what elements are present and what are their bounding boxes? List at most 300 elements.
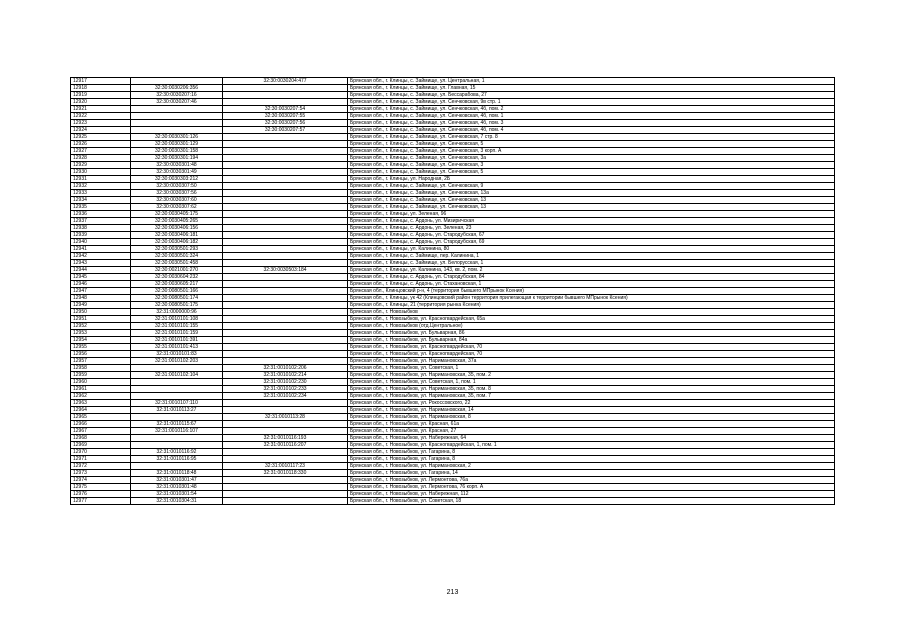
row-number-cell: 12923: [71, 120, 131, 127]
address-cell: Брянская обл., г. Новозыбков, ул. Наримановская, 37а: [348, 358, 835, 365]
cadastral-number-cell: 32:30:0030307:60: [131, 197, 223, 204]
premises-number-cell: [223, 477, 348, 484]
row-number-cell: 12966: [71, 421, 131, 428]
table-row: [71, 477, 835, 484]
cadastral-number-cell: 32:31:0010116:92: [131, 449, 223, 456]
page-number: 213: [446, 589, 459, 596]
address-cell: Брянская обл., г. Клинцы, ул. Калинина, 80: [348, 246, 835, 253]
premises-number-cell: [223, 449, 348, 456]
address-cell: Брянская обл., г. Новозыбков, ул. Красная, 27: [348, 428, 835, 435]
row-number-cell: 12960: [71, 379, 131, 386]
row-number-cell: 12951: [71, 316, 131, 323]
table-row: [71, 386, 835, 393]
address-cell: Брянская обл., г. Новозыбков, ул. Наримановская, 35, пом. 2: [348, 372, 835, 379]
address-cell: Брянская обл., г. Клинцы, с. Займище, ул. Сенчковская, 7 стр. 8: [348, 134, 835, 141]
table-row: [71, 246, 835, 253]
premises-number-cell: [223, 400, 348, 407]
table-row: [71, 428, 835, 435]
premises-number-cell: [223, 92, 348, 99]
table-row: [71, 302, 835, 309]
premises-number-cell: [223, 288, 348, 295]
premises-number-cell: [223, 204, 348, 211]
cadastral-number-cell: 32:31:0010304:31: [131, 498, 223, 505]
address-cell: Брянская обл., г. Новозыбков, ул. Наримановская, 2: [348, 463, 835, 470]
table-row: [71, 85, 835, 92]
premises-number-cell: 32:31:0010102:233: [223, 386, 348, 393]
address-cell: Брянская обл., г. Клинцы, с. Ардонь, ул. Зеленая, 23: [348, 225, 835, 232]
table-row: [71, 309, 835, 316]
address-cell: Брянская обл., г. Клинцы, с. Займище, пер. Калинина, 1: [348, 253, 835, 260]
cadastral-number-cell: 32:31:0010301:54: [131, 491, 223, 498]
cadastral-number-cell: [131, 78, 223, 85]
cadastral-number-cell: 32:31:0000000:96: [131, 309, 223, 316]
premises-number-cell: 32:31:0010116:193: [223, 435, 348, 442]
table-row: [71, 232, 835, 239]
row-number-cell: 12959: [71, 372, 131, 379]
cadastral-number-cell: 32:30:0030307:56: [131, 190, 223, 197]
row-number-cell: 12938: [71, 225, 131, 232]
address-cell: Брянская обл., г. Клинцы, 21 (территория рынка Ксения): [348, 302, 835, 309]
address-cell: Брянская обл., г. Клинцы, с. Займище, ул. Сенчковская, 13: [348, 204, 835, 211]
cadastral-number-cell: 32:30:0030207:46: [131, 99, 223, 106]
cadastral-number-cell: 32:30:0030501:293: [131, 246, 223, 253]
cadastral-number-cell: 32:31:0010113:27: [131, 407, 223, 414]
premises-number-cell: [223, 421, 348, 428]
cadastral-number-cell: 32:30:0030405:175: [131, 211, 223, 218]
address-cell: Брянская обл., Клинцовский р-н, 4 (территория бывшего МПрынок Ксения): [348, 288, 835, 295]
row-number-cell: 12965: [71, 414, 131, 421]
table-row: [71, 407, 835, 414]
table-row: [71, 484, 835, 491]
premises-number-cell: [223, 498, 348, 505]
address-cell: Брянская обл., г. Клинцы, с. Займище, ул. Сенчковская, 5: [348, 141, 835, 148]
row-number-cell: 12955: [71, 344, 131, 351]
cadastral-number-cell: [131, 463, 223, 470]
table-row: [71, 239, 835, 246]
address-cell: Брянская обл., г. Клинцы, с. Займище, ул. Сенчковская, 3а: [348, 155, 835, 162]
row-number-cell: 12918: [71, 85, 131, 92]
row-number-cell: 12936: [71, 211, 131, 218]
address-cell: Брянская обл., г. Клинцы, с. Займище, ул. Сенчковская, 4б, пом. 4: [348, 127, 835, 134]
premises-number-cell: [223, 295, 348, 302]
address-cell: Брянская обл., г. Новозыбков: [348, 309, 835, 316]
premises-number-cell: [223, 491, 348, 498]
premises-number-cell: [223, 281, 348, 288]
row-number-cell: 12945: [71, 274, 131, 281]
row-number-cell: 12964: [71, 407, 131, 414]
cadastral-number-cell: 32:30:0030501:324: [131, 253, 223, 260]
table-row: [71, 148, 835, 155]
row-number-cell: 12975: [71, 484, 131, 491]
cadastral-number-cell: [131, 365, 223, 372]
row-number-cell: 12922: [71, 113, 131, 120]
address-cell: Брянская обл., г. Новозыбков, ул. Наримановская, 35, пом. 7: [348, 393, 835, 400]
premises-number-cell: 32:30:0030207:56: [223, 120, 348, 127]
premises-number-cell: 32:31:0010102:230: [223, 379, 348, 386]
address-cell: Брянская обл., г. Новозыбков, ул. Бульварная, 84а: [348, 337, 835, 344]
premises-number-cell: [223, 337, 348, 344]
table-row: [71, 449, 835, 456]
cadastral-number-cell: [131, 386, 223, 393]
premises-number-cell: [223, 232, 348, 239]
address-cell: Брянская обл., г. Клинцы, с. Займище, ул. Бессарабова, 27: [348, 92, 835, 99]
cadastral-number-cell: 32:31:0010101:159: [131, 330, 223, 337]
premises-number-cell: [223, 176, 348, 183]
row-number-cell: 12977: [71, 498, 131, 505]
table-row: [71, 400, 835, 407]
address-cell: Брянская обл., г. Клинцы, с. Ардонь, ул. Стародубская, 84: [348, 274, 835, 281]
row-number-cell: 12968: [71, 435, 131, 442]
address-cell: Брянская обл., г. Клинцы, с. Ардонь, ул. Мизиричская: [348, 218, 835, 225]
premises-number-cell: [223, 484, 348, 491]
table-row: [71, 197, 835, 204]
cadastral-number-cell: 32:30:0030301:49: [131, 169, 223, 176]
premises-number-cell: 32:31:0010118:330: [223, 470, 348, 477]
row-number-cell: 12939: [71, 232, 131, 239]
premises-number-cell: [223, 253, 348, 260]
address-cell: Брянская обл., г. Новозыбков, ул. Красногвардейская, 65а: [348, 316, 835, 323]
row-number-cell: 12956: [71, 351, 131, 358]
premises-number-cell: [223, 428, 348, 435]
premises-number-cell: 32:30:0030503:184: [223, 267, 348, 274]
row-number-cell: 12954: [71, 337, 131, 344]
row-number-cell: 12961: [71, 386, 131, 393]
address-cell: Брянская обл., г. Новозыбков, ул. Лермонтова, 76 корп. А: [348, 484, 835, 491]
premises-number-cell: [223, 155, 348, 162]
address-cell: Брянская обл., г. Новозыбков, ул. Красногвардейская, 1, пом. 1: [348, 442, 835, 449]
table-row: [71, 211, 835, 218]
row-number-cell: 12920: [71, 99, 131, 106]
premises-number-cell: [223, 239, 348, 246]
address-cell: Брянская обл., г. Клинцы, с. Займище, ул. Белорусская, 1: [348, 260, 835, 267]
row-number-cell: 12969: [71, 442, 131, 449]
table-row: [71, 78, 835, 85]
address-cell: Брянская обл., г. Клинцы, с. Займище, ул. Сенчковская, 3: [348, 162, 835, 169]
address-cell: Брянская обл., г. Клинцы, ул. Народная, 2Б: [348, 176, 835, 183]
cadastral-number-cell: 32:31:0010101:413: [131, 344, 223, 351]
cadastral-number-cell: 32:30:0030406:156: [131, 225, 223, 232]
row-number-cell: 12976: [71, 491, 131, 498]
address-cell: Брянская обл., г. Новозыбков, ул. Советская, 1: [348, 365, 835, 372]
cadastral-number-cell: 32:31:0010101:155: [131, 323, 223, 330]
row-number-cell: 12947: [71, 288, 131, 295]
row-number-cell: 12958: [71, 365, 131, 372]
cadastral-number-cell: [131, 393, 223, 400]
row-number-cell: 12957: [71, 358, 131, 365]
premises-number-cell: [223, 330, 348, 337]
address-cell: Брянская обл., г. Новозыбков, ул. Набережная, 112: [348, 491, 835, 498]
premises-number-cell: [223, 141, 348, 148]
premises-number-cell: 32:31:0010116:207: [223, 442, 348, 449]
premises-number-cell: [223, 190, 348, 197]
premises-number-cell: [223, 316, 348, 323]
table-row: [71, 498, 835, 505]
table-row: [71, 344, 835, 351]
premises-number-cell: [223, 323, 348, 330]
cadastral-number-cell: 32:30:0030301:129: [131, 141, 223, 148]
cadastral-number-cell: [131, 379, 223, 386]
address-cell: Брянская обл., г. Новозыбков, ул. Набережная, 64: [348, 435, 835, 442]
address-cell: Брянская обл., г. Новозыбков, ул. Красногвардейская, 70: [348, 344, 835, 351]
cadastral-number-cell: 32:31:0010116:107: [131, 428, 223, 435]
cadastral-number-cell: 32:31:0010107:110: [131, 400, 223, 407]
row-number-cell: 12946: [71, 281, 131, 288]
table-row: [71, 288, 835, 295]
table-row: [71, 337, 835, 344]
address-cell: Брянская обл., г. Новозыбков, ул. Гагарина, 8: [348, 456, 835, 463]
row-number-cell: 12932: [71, 183, 131, 190]
cadastral-number-cell: 32:30:0030301:194: [131, 155, 223, 162]
row-number-cell: 12928: [71, 155, 131, 162]
address-cell: Брянская обл., г. Клинцы, с. Займище, ул. Сенчковская, 13а: [348, 190, 835, 197]
table-row: [71, 155, 835, 162]
row-number-cell: 12962: [71, 393, 131, 400]
cadastral-number-cell: 32:30:0030301:126: [131, 134, 223, 141]
row-number-cell: 12933: [71, 190, 131, 197]
premises-number-cell: [223, 169, 348, 176]
table-row: [71, 190, 835, 197]
premises-number-cell: [223, 351, 348, 358]
table-row: [71, 442, 835, 449]
row-number-cell: 12949: [71, 302, 131, 309]
cadastral-number-cell: 32:30:0030405:265: [131, 218, 223, 225]
premises-number-cell: [223, 148, 348, 155]
cadastral-number-cell: 32:30:0030604:232: [131, 274, 223, 281]
row-number-cell: 12937: [71, 218, 131, 225]
address-cell: Брянская обл., г. Новозыбков, ул. Наримановская, 35, пом. 8: [348, 386, 835, 393]
table-row: [71, 330, 835, 337]
premises-number-cell: [223, 344, 348, 351]
cadastral-number-cell: 32:30:0030406:181: [131, 232, 223, 239]
address-cell: Брянская обл., г. Новозыбков, ул. Гагарина, 14: [348, 470, 835, 477]
premises-number-cell: [223, 183, 348, 190]
table-row: [71, 491, 835, 498]
table-row: [71, 120, 835, 127]
cadastral-number-cell: 32:30:0030303:212: [131, 176, 223, 183]
row-number-cell: 12972: [71, 463, 131, 470]
address-cell: Брянская обл., г. Новозыбков, ул. Лермонтова, 76а: [348, 477, 835, 484]
registry-table: [70, 77, 835, 505]
cadastral-number-cell: 32:30:0030207:16: [131, 92, 223, 99]
row-number-cell: 12926: [71, 141, 131, 148]
cadastral-number-cell: [131, 442, 223, 449]
cadastral-number-cell: 32:30:0080501:174: [131, 295, 223, 302]
table-row: [71, 225, 835, 232]
table-row: [71, 253, 835, 260]
premises-number-cell: [223, 246, 348, 253]
address-cell: Брянская обл., г. Новозыбков, ул. Рокоссовского, 22: [348, 400, 835, 407]
row-number-cell: 12935: [71, 204, 131, 211]
premises-number-cell: [223, 85, 348, 92]
address-cell: Брянская обл., г. Новозыбков (отд.Центральное): [348, 323, 835, 330]
cadastral-number-cell: [131, 120, 223, 127]
address-cell: Брянская обл., г. Новозыбков, ул. Гагарина, 8: [348, 449, 835, 456]
row-number-cell: 12941: [71, 246, 131, 253]
address-cell: Брянская обл., г. Клинцы, с. Ардонь, ул. Стародубская, 69: [348, 239, 835, 246]
address-cell: Брянская обл., г. Клинцы, с. Займище, ул. Сенчковская, 9в стр. 1: [348, 99, 835, 106]
cadastral-number-cell: 32:31:0010102:203: [131, 358, 223, 365]
cadastral-number-cell: 32:30:0030406:182: [131, 239, 223, 246]
cadastral-number-cell: 32:31:0010101:391: [131, 337, 223, 344]
table-row: [71, 351, 835, 358]
address-cell: Брянская обл., г. Новозыбков, ул. Советская, 1, пом. 1: [348, 379, 835, 386]
premises-number-cell: [223, 197, 348, 204]
address-cell: Брянская обл., г. Клинцы, с. Займище, ул. Сенчковская, 5: [348, 169, 835, 176]
table-row: [71, 463, 835, 470]
row-number-cell: 12963: [71, 400, 131, 407]
row-number-cell: 12925: [71, 134, 131, 141]
premises-number-cell: [223, 99, 348, 106]
table-row: [71, 393, 835, 400]
row-number-cell: 12929: [71, 162, 131, 169]
address-cell: Брянская обл., г. Новозыбков, ул. Красногвардейская, 70: [348, 351, 835, 358]
address-cell: Брянская обл., г. Новозыбков, ул. Красная, 61а: [348, 421, 835, 428]
premises-number-cell: [223, 225, 348, 232]
row-number-cell: 12952: [71, 323, 131, 330]
table-row: [71, 113, 835, 120]
cadastral-number-cell: [131, 414, 223, 421]
address-cell: Брянская обл., г. Клинцы, с. Займище, ул. Центральная, 1: [348, 78, 835, 85]
table-row: [71, 358, 835, 365]
premises-number-cell: [223, 134, 348, 141]
premises-number-cell: 32:30:0030207:55: [223, 113, 348, 120]
cadastral-number-cell: [131, 127, 223, 134]
table-row: [71, 365, 835, 372]
address-cell: Брянская обл., г. Клинцы, с. Ардонь, ул. Стародубская, 67: [348, 232, 835, 239]
table-row: [71, 421, 835, 428]
premises-number-cell: [223, 358, 348, 365]
row-number-cell: 12971: [71, 456, 131, 463]
premises-number-cell: [223, 211, 348, 218]
premises-number-cell: 32:31:0010102:206: [223, 365, 348, 372]
table-row: [71, 169, 835, 176]
table-row: [71, 414, 835, 421]
row-number-cell: 12917: [71, 78, 131, 85]
address-cell: Брянская обл., г. Клинцы, с. Ардонь, ул. Стахановская, 1: [348, 281, 835, 288]
address-cell: Брянская обл., г. Клинцы, с. Займище, ул. Сенчковская, 4б, пом. 1: [348, 113, 835, 120]
registry-table-body: [71, 78, 835, 505]
table-row: [71, 204, 835, 211]
cadastral-number-cell: 32:30:0030301:158: [131, 148, 223, 155]
table-row: [71, 470, 835, 477]
row-number-cell: 12927: [71, 148, 131, 155]
table-row: [71, 456, 835, 463]
row-number-cell: 12970: [71, 449, 131, 456]
address-cell: Брянская обл., г. Клинцы, с. Займище, ул. Сенчковская, 4б, пом. 2: [348, 106, 835, 113]
address-cell: Брянская обл., г. Клинцы, ул. Калинина, 143, кв. 2, пом. 2: [348, 267, 835, 274]
address-cell: Брянская обл., г. Клинцы, с. Займище, ул. Сенчковская, 13: [348, 197, 835, 204]
table-row: [71, 435, 835, 442]
table-row: [71, 323, 835, 330]
cadastral-number-cell: 32:31:0010118:48: [131, 470, 223, 477]
cadastral-number-cell: [131, 106, 223, 113]
premises-number-cell: 32:30:0030207:57: [223, 127, 348, 134]
address-cell: Брянская обл., г. Клинцы, ул. Зеленая, 96: [348, 211, 835, 218]
premises-number-cell: [223, 218, 348, 225]
premises-number-cell: [223, 162, 348, 169]
cadastral-number-cell: 32:30:0080501:175: [131, 302, 223, 309]
table-row: [71, 99, 835, 106]
premises-number-cell: [223, 407, 348, 414]
table-row: [71, 162, 835, 169]
row-number-cell: 12953: [71, 330, 131, 337]
address-cell: Брянская обл., г. Клинцы, ук 42 (Клинцовский район территория прилегающая к территории бывшего МПрынок Ксения): [348, 295, 835, 302]
address-cell: Брянская обл., г. Клинцы, с. Займище, ул. Главная, 15: [348, 85, 835, 92]
table-row: [71, 316, 835, 323]
address-cell: Брянская обл., г. Клинцы, с. Займище, ул. Сенчковская, 9: [348, 183, 835, 190]
table-row: [71, 134, 835, 141]
table-row: [71, 183, 835, 190]
cadastral-number-cell: 32:31:0010102:104: [131, 372, 223, 379]
cadastral-number-cell: 32:30:0021001:270: [131, 267, 223, 274]
address-cell: Брянская обл., г. Новозыбков, ул. Наримановская, 14: [348, 407, 835, 414]
premises-number-cell: 32:30:0030207:54: [223, 106, 348, 113]
premises-number-cell: 32:31:0010102:234: [223, 393, 348, 400]
row-number-cell: 12948: [71, 295, 131, 302]
table-row: [71, 141, 835, 148]
cadastral-number-cell: 32:31:0010101:108: [131, 316, 223, 323]
cadastral-number-cell: 32:31:0010116:95: [131, 456, 223, 463]
address-cell: Брянская обл., г. Новозыбков, ул. Советская, 18: [348, 498, 835, 505]
address-cell: Брянская обл., г. Клинцы, с. Займище, ул. Сенчковская, 3 корп. А: [348, 148, 835, 155]
row-number-cell: 12924: [71, 127, 131, 134]
premises-number-cell: 32:31:0010102:214: [223, 372, 348, 379]
address-cell: Брянская обл., г. Новозыбков, ул. Наримановская, 8: [348, 414, 835, 421]
row-number-cell: 12934: [71, 197, 131, 204]
premises-number-cell: 32:30:0030204:477: [223, 78, 348, 85]
cadastral-number-cell: 32:30:0030301:48: [131, 162, 223, 169]
row-number-cell: 12931: [71, 176, 131, 183]
table-row: [71, 267, 835, 274]
premises-number-cell: [223, 456, 348, 463]
cadastral-number-cell: 32:30:0030605:217: [131, 281, 223, 288]
address-cell: Брянская обл., г. Клинцы, с. Займище, ул. Сенчковская, 4б, пом. 3: [348, 120, 835, 127]
row-number-cell: 12944: [71, 267, 131, 274]
table-row: [71, 176, 835, 183]
cadastral-number-cell: [131, 113, 223, 120]
premises-number-cell: [223, 309, 348, 316]
table-row: [71, 127, 835, 134]
row-number-cell: 12950: [71, 309, 131, 316]
cadastral-number-cell: 32:31:0010101:83: [131, 351, 223, 358]
premises-number-cell: [223, 274, 348, 281]
cadastral-number-cell: [131, 435, 223, 442]
premises-number-cell: 32:31:0010113:28: [223, 414, 348, 421]
address-cell: Брянская обл., г. Новозыбков, ул. Бульварная, 86: [348, 330, 835, 337]
table-row: [71, 281, 835, 288]
row-number-cell: 12919: [71, 92, 131, 99]
row-number-cell: 12974: [71, 477, 131, 484]
table-row: [71, 379, 835, 386]
row-number-cell: 12943: [71, 260, 131, 267]
cadastral-number-cell: 32:30:0030307:62: [131, 204, 223, 211]
cadastral-number-cell: 32:30:0030501:458: [131, 260, 223, 267]
row-number-cell: 12940: [71, 239, 131, 246]
cadastral-number-cell: 32:30:0030206:356: [131, 85, 223, 92]
table-row: [71, 260, 835, 267]
row-number-cell: 12930: [71, 169, 131, 176]
table-row: [71, 106, 835, 113]
row-number-cell: 12967: [71, 428, 131, 435]
cadastral-number-cell: 32:30:0080501:166: [131, 288, 223, 295]
table-row: [71, 372, 835, 379]
table-row: [71, 295, 835, 302]
premises-number-cell: [223, 302, 348, 309]
row-number-cell: 12942: [71, 253, 131, 260]
table-row: [71, 218, 835, 225]
cadastral-number-cell: 32:30:0030307:50: [131, 183, 223, 190]
premises-number-cell: [223, 260, 348, 267]
